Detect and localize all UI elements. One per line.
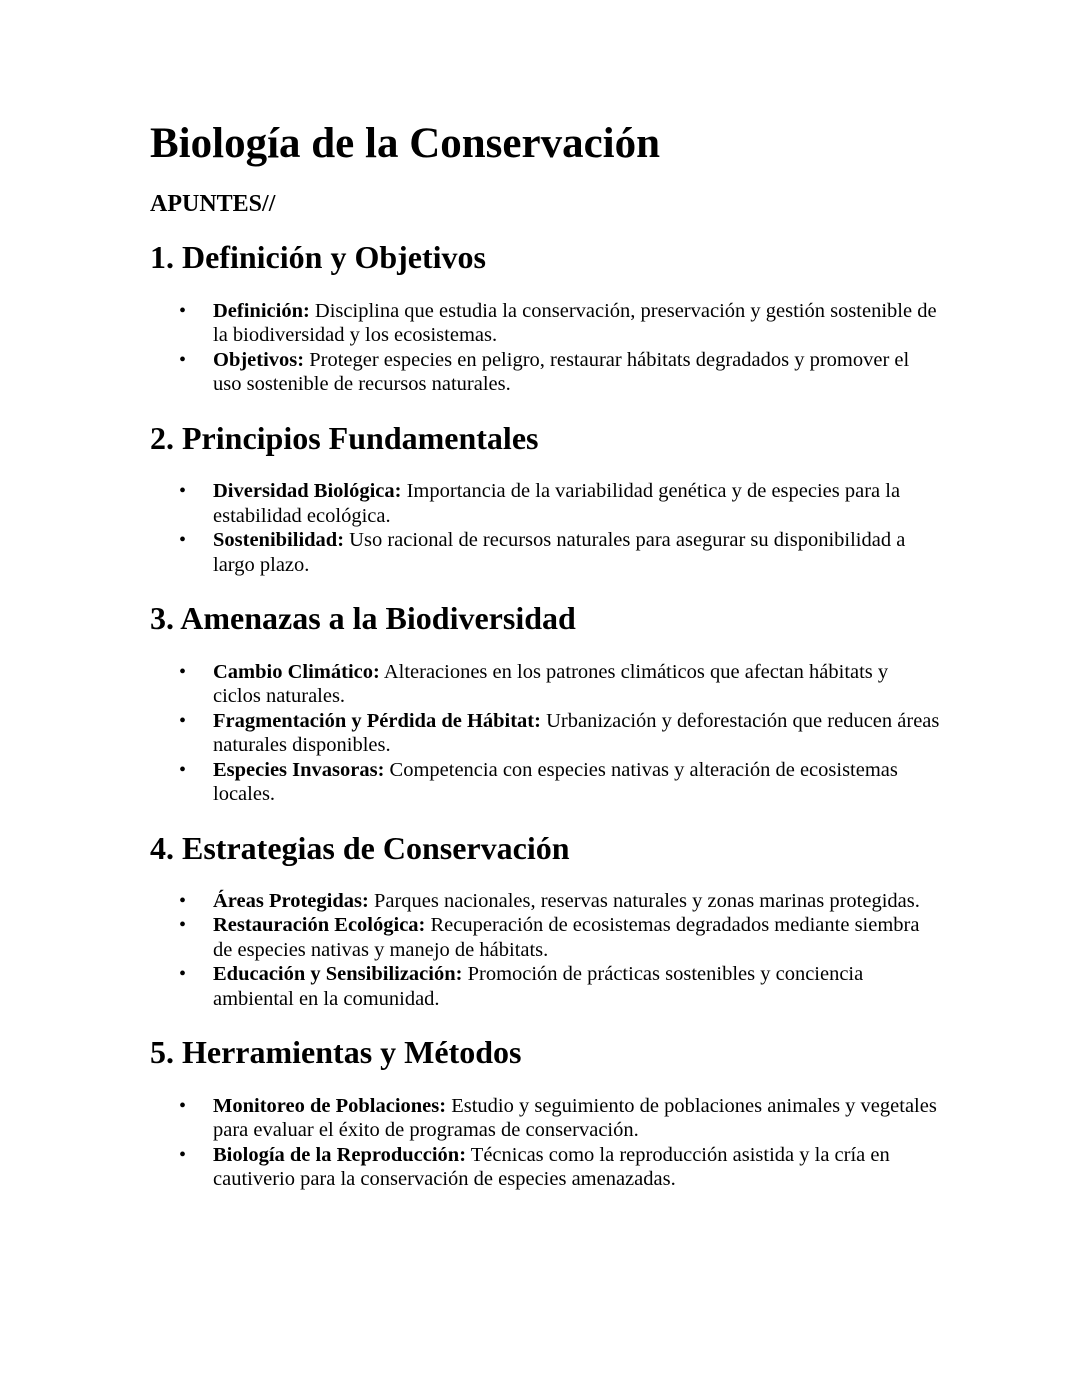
item-text: Parques nacionales, reservas naturales y zonas marinas protegidas. bbox=[368, 889, 920, 912]
bullet-list bbox=[150, 299, 940, 397]
item-term: Cambio Climático: bbox=[213, 660, 380, 683]
item-text: Proteger especies en peligro, restaurar hábitats degradados y promover el uso sostenible de recursos naturales. bbox=[213, 348, 910, 396]
list-item bbox=[213, 660, 940, 709]
item-term: Objetivos: bbox=[213, 348, 305, 371]
list-item bbox=[213, 348, 940, 397]
list-item bbox=[213, 479, 940, 528]
item-term: Restauración Ecológica: bbox=[213, 914, 426, 937]
list-item bbox=[213, 913, 940, 962]
item-term: Fragmentación y Pérdida de Hábitat: bbox=[213, 709, 541, 732]
item-term: Biología de la Reproducción: bbox=[213, 1143, 467, 1166]
bullet-list bbox=[150, 1094, 940, 1192]
item-text: Técnicas como la reproducción asistida y la cría en cautiverio para la conservación de especies amenazadas. bbox=[213, 1143, 890, 1191]
section-principios-fundamentales bbox=[150, 419, 940, 577]
list-item bbox=[213, 709, 940, 758]
section-heading: 3. Amenazas a la Biodiversidad bbox=[150, 600, 576, 637]
section-heading: 2. Principios Fundamentales bbox=[150, 419, 539, 456]
list-item bbox=[213, 889, 940, 914]
list-item bbox=[213, 1094, 940, 1143]
item-text: Estudio y seguimiento de poblaciones animales y vegetales para evaluar el éxito de programas de conservación. bbox=[213, 1094, 937, 1142]
bullet-list bbox=[150, 889, 940, 1012]
section-herramientas-metodos bbox=[150, 1033, 940, 1191]
item-text: Disciplina que estudia la conservación, preservación y gestión sostenible de la biodiversidad y los ecosistemas. bbox=[213, 299, 937, 347]
bullet-list bbox=[150, 479, 940, 577]
item-term: Especies Invasoras: bbox=[213, 758, 385, 781]
item-term: Monitoreo de Poblaciones: bbox=[213, 1094, 447, 1117]
document-subtitle: APUNTES// bbox=[150, 190, 276, 217]
item-term: Sostenibilidad: bbox=[213, 529, 345, 552]
item-text: Competencia con especies nativas y alteración de ecosistemas locales. bbox=[213, 758, 898, 806]
bullet-list bbox=[150, 660, 940, 807]
list-item bbox=[213, 1143, 940, 1192]
section-heading: 1. Definición y Objetivos bbox=[150, 239, 486, 276]
item-text: Alteraciones en los patrones climáticos que afectan hábitats y ciclos naturales. bbox=[213, 660, 889, 708]
section-heading: 5. Herramientas y Métodos bbox=[150, 1034, 522, 1071]
item-text: Urbanización y deforestación que reducen áreas naturales disponibles. bbox=[213, 709, 940, 757]
item-text: Recuperación de ecosistemas degradados mediante siembra de especies nativas y manejo de hábitats. bbox=[213, 914, 920, 961]
list-item bbox=[213, 528, 940, 577]
section-estrategias-conservacion bbox=[150, 829, 940, 1012]
section-heading: 4. Estrategias de Conservación bbox=[150, 829, 570, 866]
list-item bbox=[213, 758, 940, 807]
item-term: Definición: bbox=[213, 299, 310, 322]
item-text: Promoción de prácticas sostenibles y conciencia ambiental en la comunidad. bbox=[213, 963, 864, 1010]
section-amenazas-biodiversidad bbox=[150, 599, 940, 806]
document-title: Biología de la Conservación bbox=[150, 120, 661, 167]
list-item bbox=[213, 962, 940, 1011]
section-definicion-objetivos bbox=[150, 238, 940, 396]
item-term: Diversidad Biológica: bbox=[213, 480, 402, 503]
item-text: Importancia de la variabilidad genética y de especies para la estabilidad ecológica. bbox=[213, 480, 901, 527]
list-item bbox=[213, 299, 940, 348]
item-term: Educación y Sensibilización: bbox=[213, 963, 463, 986]
item-text: Uso racional de recursos naturales para asegurar su disponibilidad a largo plazo. bbox=[213, 529, 906, 576]
item-term: Áreas Protegidas: bbox=[213, 889, 369, 912]
